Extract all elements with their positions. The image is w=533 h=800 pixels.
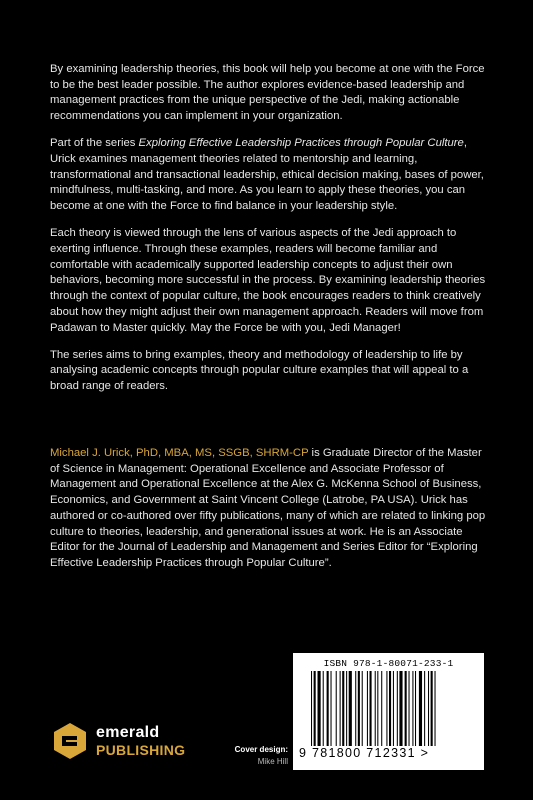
isbn-label: ISBN 978-1-80071-233-1 bbox=[323, 658, 454, 669]
cover-credit bbox=[230, 744, 288, 768]
barcode-icon bbox=[309, 671, 475, 746]
author-name: Michael J. Urick, PhD, MBA, MS, SSGB, SHRM-CP bbox=[50, 447, 309, 459]
barcode-digits: 9 781800 712331 > bbox=[299, 746, 430, 760]
description-paragraph-2 bbox=[50, 136, 490, 215]
description-paragraph-3: Each theory is viewed through the lens of various aspects of the Jedi approach to exerting influence. Through these examples, readers will become familiar and comfortable with academically supported leadership concepts to adjust their own behaviors, becoming more successful in the process. By examining leadership theories through the context of popular culture, the book encourages readers to think creatively about how they might adjust their own management approach. Readers will move from Padawan to Master quickly. May the Force be with you, Jedi Manager! bbox=[50, 227, 486, 334]
cover-credit-label: Cover design: bbox=[234, 745, 288, 754]
publisher-name: emerald bbox=[96, 724, 160, 741]
cover-credit-name: Mike Hill bbox=[257, 757, 288, 766]
series-description: , Urick examines management theories related to mentorship and learning, transformational and transactional leadership, ethical decision making, bases of power, mindfulness, multi-tasking, and more. As you learn to apply these theories, you can become at one with the Force to find balance in your leadership style. bbox=[50, 137, 484, 213]
back-cover-description bbox=[50, 62, 490, 406]
author-bio bbox=[50, 446, 490, 572]
series-title: Exploring Effective Leadership Practices through Popular Culture bbox=[138, 137, 464, 150]
description-paragraph-1: By examining leadership theories, this book will help you become at one with the Force to be the best leader possible. The author explores evidence-based leadership and management practices from the unique perspective of the Jedi, making actionable recommendations you can implement in your organization. bbox=[50, 63, 485, 123]
emerald-logo-icon bbox=[50, 721, 90, 761]
description-paragraph-4: The series aims to bring examples, theory and methodology of leadership to life by analysing academic concepts through popular culture examples that will appeal to a broad range of readers. bbox=[50, 348, 469, 393]
publisher-subname: PUBLISHING bbox=[96, 742, 186, 758]
isbn-barcode bbox=[293, 653, 484, 770]
publisher-logo bbox=[50, 721, 210, 761]
series-prefix: Part of the series bbox=[50, 137, 139, 150]
author-bio-text: is Graduate Director of the Master of Science in Management: Operational Excellence and Associate Professor of Management and Operational Excellence at the Alex G. McKenna School of Business, Economics, and Government at Saint Vincent College (Latrobe, PA USA). Urick has authored or co-authored over fifty publications, many of which are related to linking pop culture to theories, leadership, and generational issues at work. He is an Associate Editor for the Journal of Leadership and Management and Series Editor for “Exploring Effective Leadership Practices through Popular Culture”. bbox=[50, 447, 486, 569]
